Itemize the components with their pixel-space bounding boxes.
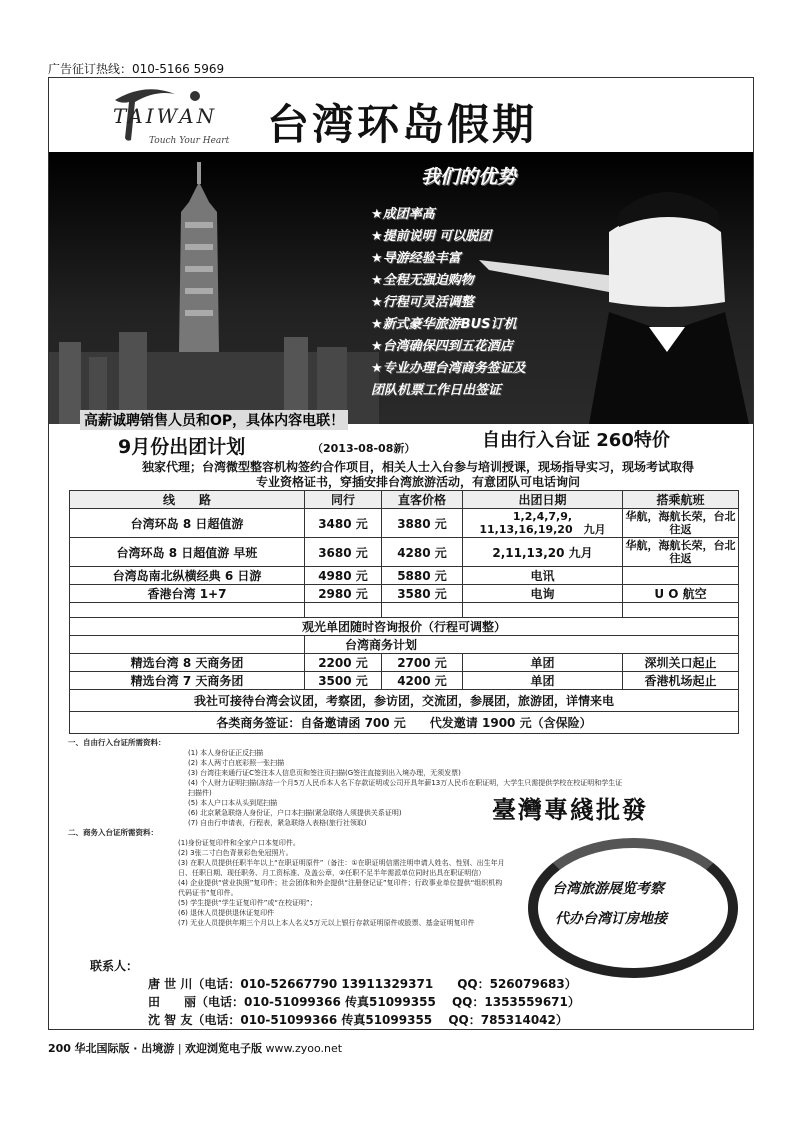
table-row — [70, 636, 739, 654]
contact-list — [148, 975, 580, 1029]
note-item: (1)身份证复印件和全家户口本复印件。 — [178, 839, 300, 847]
header — [49, 78, 753, 152]
col-header: 线 路 — [70, 491, 305, 509]
intro-line: 专业资格证书，穿插安排台湾旅游活动，有意团队可电话询问 — [255, 475, 580, 489]
logo-text: TAIWAN — [113, 104, 218, 128]
table-cell: 2700 元 — [382, 654, 463, 672]
table-row — [70, 712, 739, 734]
intro-line: 独家代理；台湾微型整容机构签约合作项目，相关人士入台参与培训授课，现场指导实习，现场考试取得 — [141, 460, 694, 474]
table-cell: U O 航空 — [623, 585, 739, 603]
business-plan-heading: 台湾商务计划 — [305, 636, 739, 654]
table-cell: 华航，海航长荣，台北往返 — [623, 509, 739, 538]
page-number: 200 — [48, 1042, 71, 1055]
table-cell: 2980 元 — [305, 585, 382, 603]
wholesale-stamp: 臺灣專綫批發 — [492, 795, 648, 824]
table-cell: 3500 元 — [305, 672, 382, 690]
table-cell — [623, 567, 739, 585]
col-header: 搭乘航班 — [623, 491, 739, 509]
table-cell: 香港台湾 1+7 — [70, 585, 305, 603]
hotline: 广告征订热线：010-5166 5969 — [48, 62, 225, 76]
note-item: (6) 退休人员提供退休证复印件 — [178, 909, 275, 917]
col-header: 直客价格 — [382, 491, 463, 509]
advantage-item: ★全程无强迫购物 — [371, 273, 474, 288]
notes-section-title: 一、自由行入台证所需资料： — [68, 738, 166, 747]
table-cell: 1,2,4,7,9, 11,13,16,19,20 九月 — [463, 509, 623, 538]
advantages-title: 我们的优势 — [421, 166, 517, 188]
col-header: 同行 — [305, 491, 382, 509]
tour-table — [69, 490, 739, 734]
page-footer — [48, 1040, 342, 1056]
table-row — [70, 690, 739, 712]
table-cell: 台湾环岛 8 日超值游 早班 — [70, 538, 305, 567]
note-item: (7) 自由行申请表，行程表，紧急联络人表格(旅行社领取) — [188, 819, 367, 827]
note-item: (3) 在职人员提供任职半年以上“在职证明原件”（备注：①在职证明信需注明申请人姓名、性别、出生年月日、任职日期、现任职务、月工资标准、及盖公章，②任职不足半年需派单位同时出具在职证明信） — [178, 859, 505, 877]
intro-text — [88, 460, 748, 490]
advantage-item: ★新式豪华旅游BUS订机 — [371, 317, 517, 332]
promo-banner — [49, 152, 753, 424]
table-row — [70, 603, 739, 618]
note-item: (2) 3张二寸白色背景彩色免冠照片。 — [178, 849, 293, 857]
note-item: (3) 台湾往来通行证C签注本人信息页和签注页扫描(G签注直接到出入境办理，无须发票) — [188, 769, 461, 777]
contact-item: 田 丽（电话：010-51099366 传真51099355 QQ：1353559671） — [148, 995, 580, 1009]
plan-date: （2013-08-08新） — [312, 442, 416, 455]
table-row — [70, 618, 739, 636]
note-item: (4) 个人财力证明扫描(冻结一个月5万人民币本人名下存款证明或公司开具年薪13万人民币在职证明，大学生只需提供学校在校证明和学生证扫描件) — [188, 779, 623, 797]
table-cell: 3480 元 — [305, 509, 382, 538]
note-item: (1) 本人身份证正反扫描 — [188, 749, 264, 757]
note-item: (6) 北京紧急联络人身份证，户口本扫描(紧急联络人须提供关系证明) — [188, 809, 402, 817]
note-item: (2) 本人两寸白底彩照一张扫描 — [188, 759, 285, 767]
note-item: (5) 学生提供“学生证复印件”或“在校证明”； — [178, 899, 317, 907]
contact-item: 沈 智 友（电话：010-51099366 传真51099355 QQ：785314042） — [148, 1013, 568, 1027]
table-cell: 4280 元 — [382, 538, 463, 567]
footer-slogan: 欢迎浏览电子版 — [185, 1042, 263, 1055]
table-cell: 单团 — [463, 672, 623, 690]
col-header: 出团日期 — [463, 491, 623, 509]
table-row — [70, 538, 739, 567]
table-cell: 华航，海航长荣，台北往返 — [623, 538, 739, 567]
table-row — [70, 567, 739, 585]
edition-name: 华北国际版 · 出境游 — [74, 1042, 175, 1055]
table-row — [70, 509, 739, 538]
table-cell: 电询 — [463, 585, 623, 603]
recruit-notice: 高薪诚聘销售人员和OP，具体内容电联！ — [80, 410, 348, 430]
table-cell: 4980 元 — [305, 567, 382, 585]
table-row — [70, 654, 739, 672]
table-cell: 4200 元 — [382, 672, 463, 690]
table-cell: 5880 元 — [382, 567, 463, 585]
table-cell: 2200 元 — [305, 654, 382, 672]
slogan-line: 代办台湾订房地接 — [555, 911, 667, 927]
table-row — [70, 585, 739, 603]
advantage-item: ★行程可灵活调整 — [371, 295, 474, 310]
table-cell: 香港机场起止 — [623, 672, 739, 690]
biz-visa-notice: 各类商务签证：自备邀请函 700 元 代发邀请 1900 元（含保险） — [70, 712, 739, 734]
table-cell: 电讯 — [463, 567, 623, 585]
table-cell: 精选台湾 7 天商务团 — [70, 672, 305, 690]
visa-special: 自由行入台证 260特价 — [482, 430, 670, 451]
footer-divider: | — [177, 1042, 186, 1055]
table-row — [70, 672, 739, 690]
groups-notice: 我社可接待台湾会议团，考察团，参访团，交流团，参展团，旅游团，详情来电 — [70, 690, 739, 712]
advantage-item: ★导游经验丰富 — [371, 251, 461, 266]
table-cell: 2,11,13,20 九月 — [463, 538, 623, 567]
table-cell: 3880 元 — [382, 509, 463, 538]
table-cell: 精选台湾 8 天商务团 — [70, 654, 305, 672]
table-cell: 3580 元 — [382, 585, 463, 603]
advantage-item: ★提前说明 可以脱团 — [371, 229, 492, 244]
slogan-line: 台湾旅游展览考察 — [552, 881, 664, 897]
advantage-item: ★专业办理台湾商务签证及 — [371, 361, 526, 376]
plan-title: 9月份出团计划 — [118, 436, 246, 458]
advantage-item: ★成团率高 — [371, 207, 435, 222]
website-link[interactable]: www.zyoo.net — [265, 1042, 343, 1055]
advantage-item: ★台湾确保四到五花酒店 — [371, 339, 513, 354]
contact-label: 联系人： — [90, 959, 139, 973]
advantage-item: 团队机票工作日出签证 — [371, 383, 502, 398]
table-cell: 深圳关口起止 — [623, 654, 739, 672]
consult-notice: 观光单团随时咨询报价（行程可调整） — [70, 618, 739, 636]
advantages-list — [371, 204, 526, 402]
logo-tagline: Touch Your Heart — [149, 136, 230, 146]
notes-section-title: 二、商务入台证所需资料： — [68, 828, 158, 837]
table-cell: 台湾环岛 8 日超值游 — [70, 509, 305, 538]
note-item: (4) 企业提供“营业执照”复印件；社会团体和外企提供“注册登记证”复印件；行政事业单位提供“组织机构代码证书”复印件。 — [178, 879, 503, 897]
table-cell: 台湾岛南北纵横经典 6 日游 — [70, 567, 305, 585]
table-cell: 3680 元 — [305, 538, 382, 567]
table-cell: 单团 — [463, 654, 623, 672]
page-title: 台湾环岛假期 — [267, 100, 538, 149]
note-item: (5) 本人户口本从头到尾扫描 — [188, 799, 278, 807]
notes-list — [68, 838, 508, 928]
contact-item: 唐 世 川（电话：010-52667790 13911329371 QQ：526079683） — [148, 977, 577, 991]
note-item: (7) 无业人员提供年期三个月以上本人名义5万元以上银行存款证明原件或股票、基金证明复印件 — [178, 919, 475, 927]
